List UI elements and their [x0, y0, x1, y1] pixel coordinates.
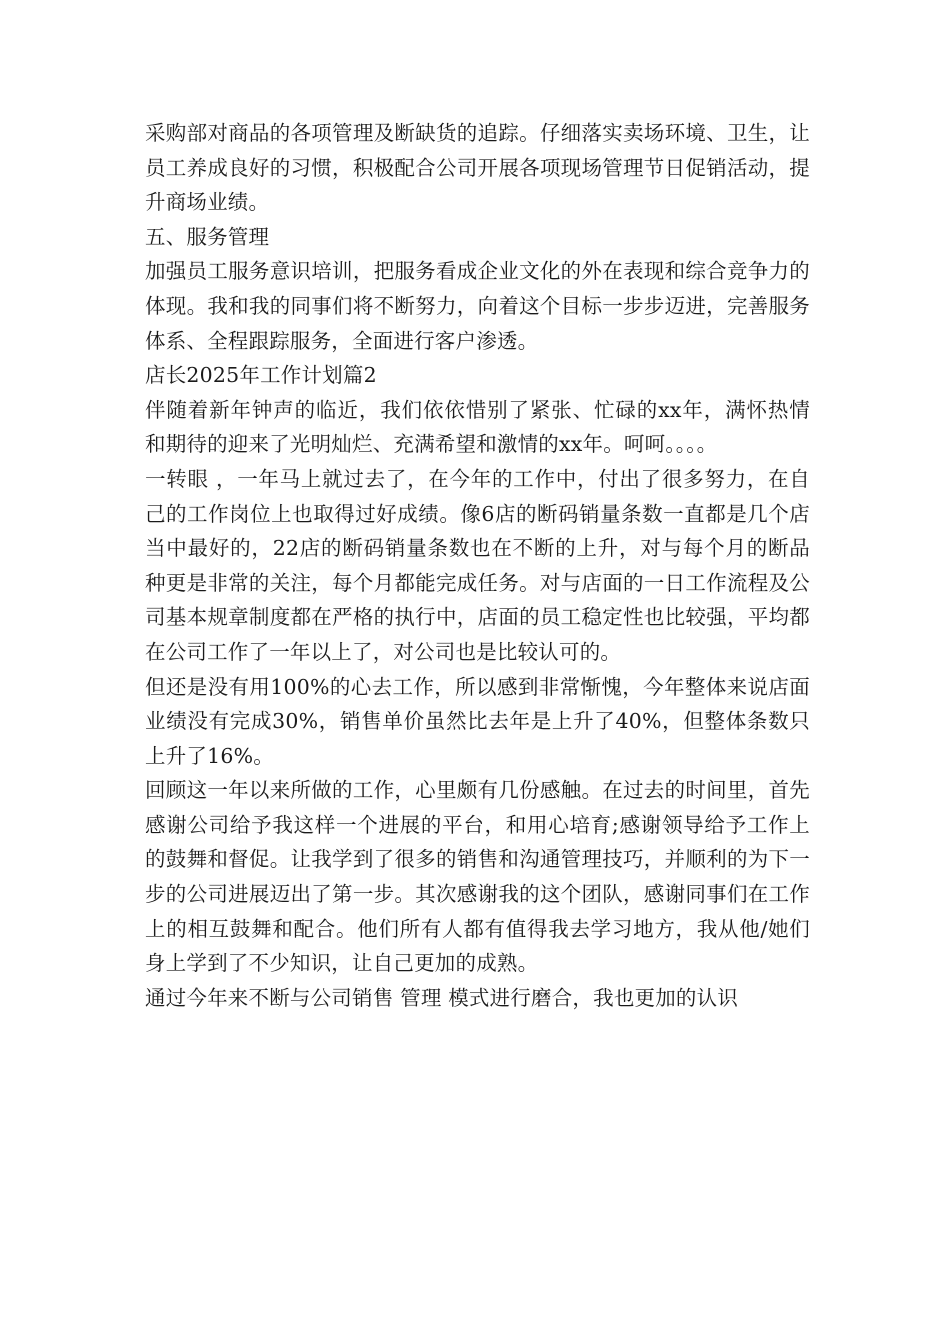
section-heading-service: 五、服务管理	[145, 224, 270, 249]
paragraph-new-year: 伴随着新年钟声的临近，我们依依惜别了紧张、忙碌的xx年，满怀热情和期待的迎来了光明灿烂、充满希望和激情的xx年。呵呵。。。。	[145, 397, 810, 457]
article-heading-part2: 店长2025年工作计划篇2	[145, 363, 377, 388]
document-body	[145, 116, 810, 1015]
paragraph-performance: 但还是没有用100%的心去工作，所以感到非常惭愧，今年整体来说店面业绩没有完成30%，销售单价虽然比去年是上升了40%，但整体条数只上升了16%。	[145, 674, 810, 768]
paragraph-year-review: 一转眼 ，一年马上就过去了，在今年的工作中，付出了很多努力，在自己的工作岗位上也取得过好成绩。像6店的断码销量条数一直都是几个店当中最好的，22店的断码销量条数也在不断的上升，对与每个月的断品种更是非常的关注，每个月都能完成任务。对与店面的一日工作流程及公司基本规章制度都在严格的执行中，店面的员工稳定性也比较强，平均都在公司工作了一年以上了，对公司也是比较认可的。	[145, 466, 810, 664]
paragraph-gratitude: 回顾这一年以来所做的工作，心里颇有几份感触。在过去的时间里，首先感谢公司给予我这样一个进展的平台，和用心培育;感谢领导给予工作上的鼓舞和督促。让我学到了很多的销售和沟通管理技巧，并顺利的为下一步的公司进展迈出了第一步。其次感谢我的这个团队，感谢同事们在工作上的相互鼓舞和配合。他们所有人都有值得我去学习地方，我从他/她们身上学到了不少知识，让自己更加的成熟。	[145, 778, 810, 976]
paragraph-sales-model: 通过今年来不断与公司销售 管理 模式进行磨合，我也更加的认识	[145, 985, 739, 1010]
paragraph-management-continued: 采购部对商品的各项管理及断缺货的追踪。仔细落实卖场环境、卫生，让员工养成良好的习惯，积极配合公司开展各项现场管理节日促销活动，提升商场业绩。	[145, 121, 810, 215]
paragraph-service-training: 加强员工服务意识培训，把服务看成企业文化的外在表现和综合竞争力的体现。我和我的同事们将不断努力，向着这个目标一步步迈进，完善服务体系、全程跟踪服务，全面进行客户渗透。	[145, 259, 810, 353]
